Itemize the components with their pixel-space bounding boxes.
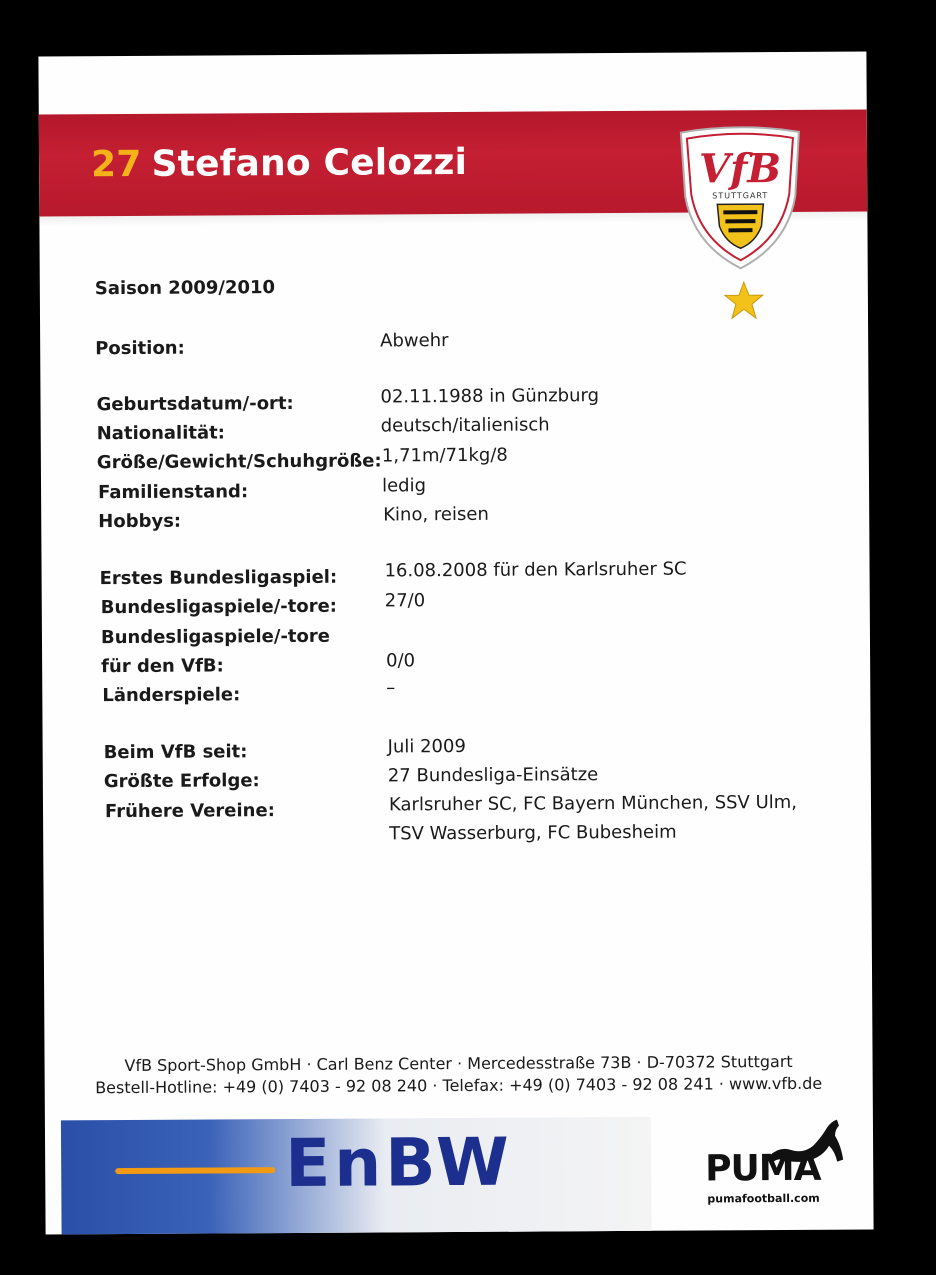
label-first-game: Erstes Bundesligaspiel: [99, 566, 338, 590]
value-successes: 27 Bundesliga-Einsätze [387, 764, 599, 787]
label-bundesliga-games: Bundesligaspiele/-tore: [100, 595, 338, 619]
label-international: Länderspiele: [102, 684, 241, 707]
footer-hotline: Bestell-Hotline: +49 (0) 7403 - 92 08 240 · Telefax: +49 (0) 7403 - 92 08 241 · www.vfb.de [95, 1073, 823, 1098]
vfb-crest-logo [675, 126, 806, 273]
value-nationality: deutsch/italienisch [380, 414, 550, 437]
value-position: Abwehr [380, 330, 449, 352]
label-vfb-games-1: Bundesligaspiele/-tore [100, 625, 331, 649]
label-former-clubs: Frühere Vereine: [104, 800, 275, 823]
label-birth: Geburtsdatum/-ort: [96, 392, 294, 416]
crest-letters: VfB [698, 145, 782, 193]
label-family: Familienstand: [98, 481, 249, 504]
autograph-card [38, 51, 873, 1234]
label-position: Position: [95, 337, 185, 360]
player-title [91, 142, 467, 185]
label-size: Größe/Gewicht/Schuhgröße: [96, 450, 382, 474]
label-successes: Größte Erfolge: [103, 770, 260, 793]
label-nationality: Nationalität: [96, 422, 225, 445]
player-name: Stefano Celozzi [151, 141, 468, 185]
label-vfb-games-2: für den VfB: [101, 655, 224, 678]
star-icon [724, 280, 764, 320]
label-hobbies: Hobbys: [98, 510, 182, 533]
crest-city: STUTTGART [712, 191, 769, 201]
season-label: Saison 2009/2010 [94, 277, 276, 300]
value-vfb-games: 0/0 [386, 650, 416, 672]
puma-url: pumafootball.com [707, 1191, 820, 1206]
enbw-logo: EnBW [284, 1123, 513, 1203]
puma-logo: PUMA [705, 1147, 821, 1190]
value-international: – [386, 677, 396, 699]
footer-address: VfB Sport-Shop GmbH · Carl Benz Center · Mercedesstraße 73B · D-70372 Stuttgart [124, 1051, 793, 1076]
value-first-game: 16.08.2008 für den Karlsruher SC [384, 558, 687, 582]
value-former-clubs: Karlsruher SC, FC Bayern München, SSV Ulm, [388, 791, 798, 816]
value-family: ledig [381, 475, 427, 497]
value-bundesliga-games: 27/0 [384, 590, 426, 612]
label-since: Beim VfB seit: [103, 741, 248, 764]
player-number: 27 [90, 143, 142, 186]
value-hobbies: Kino, reisen [383, 503, 489, 526]
value-size: 1,71m/71kg/8 [381, 444, 508, 467]
value-former-clubs-2: TSV Wasserburg, FC Bubesheim [389, 821, 677, 845]
value-birth: 02.11.1988 in Günzburg [380, 385, 600, 408]
enbw-stripe [115, 1167, 275, 1174]
value-since: Juli 2009 [387, 735, 466, 758]
